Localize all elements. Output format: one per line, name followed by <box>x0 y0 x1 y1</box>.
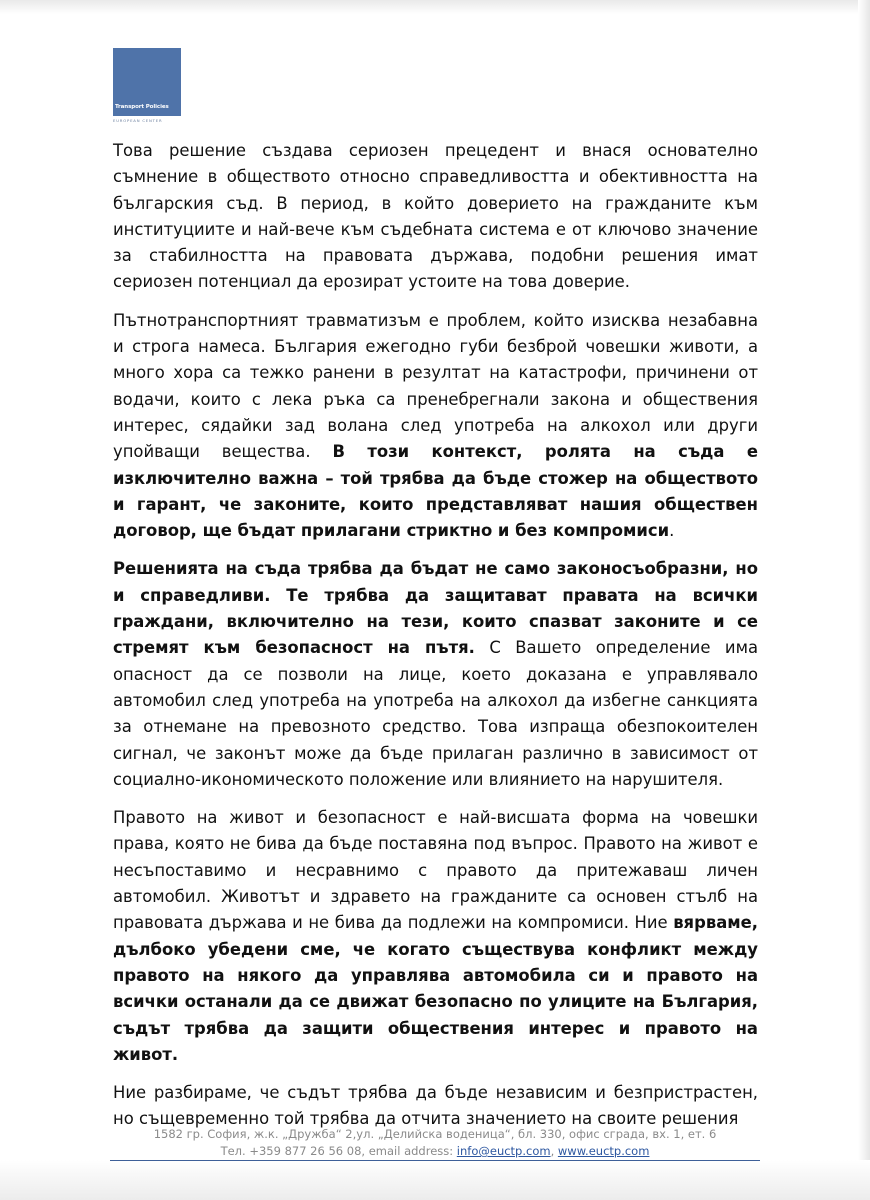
page-shadow-right <box>858 0 870 1200</box>
logo-name: Transport Policies <box>115 104 169 110</box>
text-run: Ние разбираме, че съдът трябва да бъде независим и безпристрастен, но същевременно той трябва да отчита значението на своите решения <box>113 1083 758 1129</box>
footer-separator: , <box>550 1144 558 1158</box>
footer-phone: Тел. +359 877 26 56 08, email address: <box>220 1144 457 1158</box>
paragraph <box>113 805 758 1068</box>
text-run: . <box>669 521 675 541</box>
footer-divider <box>110 1160 760 1161</box>
footer-contact <box>110 1143 760 1160</box>
bold-text-run: Решенията на съда трябва да бъдат не само законосъобразни, но и справедливи. Те трябва да защитават правата на всички граждани, включително на тези, които спазват законите и се стремят към безопасност на пътя. <box>113 559 758 658</box>
text-run: Правото на живот и безопасност е най-висшата форма на човешки права, която не бива да бъде поставяна под въпрос. Правото на живот е несъпоставимо и несравнимо с правото да притежаваш личен автомобил. Животът и здравето на гражданите са основен стълб на правовата държава и не бива да подлежи на компромиси. Ние <box>113 808 758 933</box>
text-run: С Вашето определение има опасност да се позволи на лице, което доказана е управлявало автомобил след употреба на употреба на алкохол да избегне санкцията за отнемане на превозното средство. Това изпраща обезпокоителен сигнал, че законът може да бъде прилаган различно в зависимост от социално-икономическото положение или влиянието на нарушителя. <box>113 638 758 789</box>
paragraph <box>113 308 758 545</box>
letter-body <box>113 138 758 1145</box>
text-run: Това решение създава сериозен прецедент и внася основателно съмнение в обществото относно справедливостта и обективността на българския съд. В период, в който доверието на гражданите към институциите и най-вече към съдебната система е от ключово значение за стабилността на правовата държава, подобни решения имат сериозен потенциал да ерозират устоите на това доверие. <box>113 141 758 292</box>
paragraph <box>113 138 758 296</box>
letterhead-footer <box>110 1126 760 1160</box>
email-link[interactable]: info@euctp.com <box>456 1144 551 1158</box>
footer-address: 1582 гр. София, ж.к. „Дружба“ 2,ул. „Делийска воденица“, бл. 330, офис сграда, вх. 1, ет. 6 <box>153 1127 717 1141</box>
bold-text-run: вярваме, дълбоко убедени сме, че когато съществува конфликт между правото на някого да управлява автомобила си и правото на всички останали да се движат безопасно по улиците на България, съдът трябва да защити обществения интерес и правото на живот. <box>113 913 758 1064</box>
page-shadow-bottom <box>0 1160 870 1200</box>
transport-policies-logo <box>113 48 181 116</box>
logo-subtitle: EUROPEAN CENTER <box>113 118 163 123</box>
bold-text-run: В този контекст, ролята на съда е изключително важна – той трябва да бъде стожер на обществото и гарант, че законите, които представляват нашия обществен договор, ще бъдат прилагани стриктно и без компромиси <box>113 442 758 541</box>
page-shadow-top <box>0 0 870 14</box>
text-run: Пътнотранспортният травматизъм е проблем, който изисква незабавна и строга намеса. България ежегодно губи безброй човешки животи, а много хора са тежко ранени в резултат на катастрофи, причинени от водачи, които с лека ръка са пренебрегнали закона и обществения интерес, сядайки зад волана след употреба на алкохол или други упойващи вещества. <box>113 310 758 462</box>
website-link[interactable]: www.euctp.com <box>557 1144 650 1158</box>
paragraph <box>113 556 758 793</box>
paragraph <box>113 1080 758 1133</box>
